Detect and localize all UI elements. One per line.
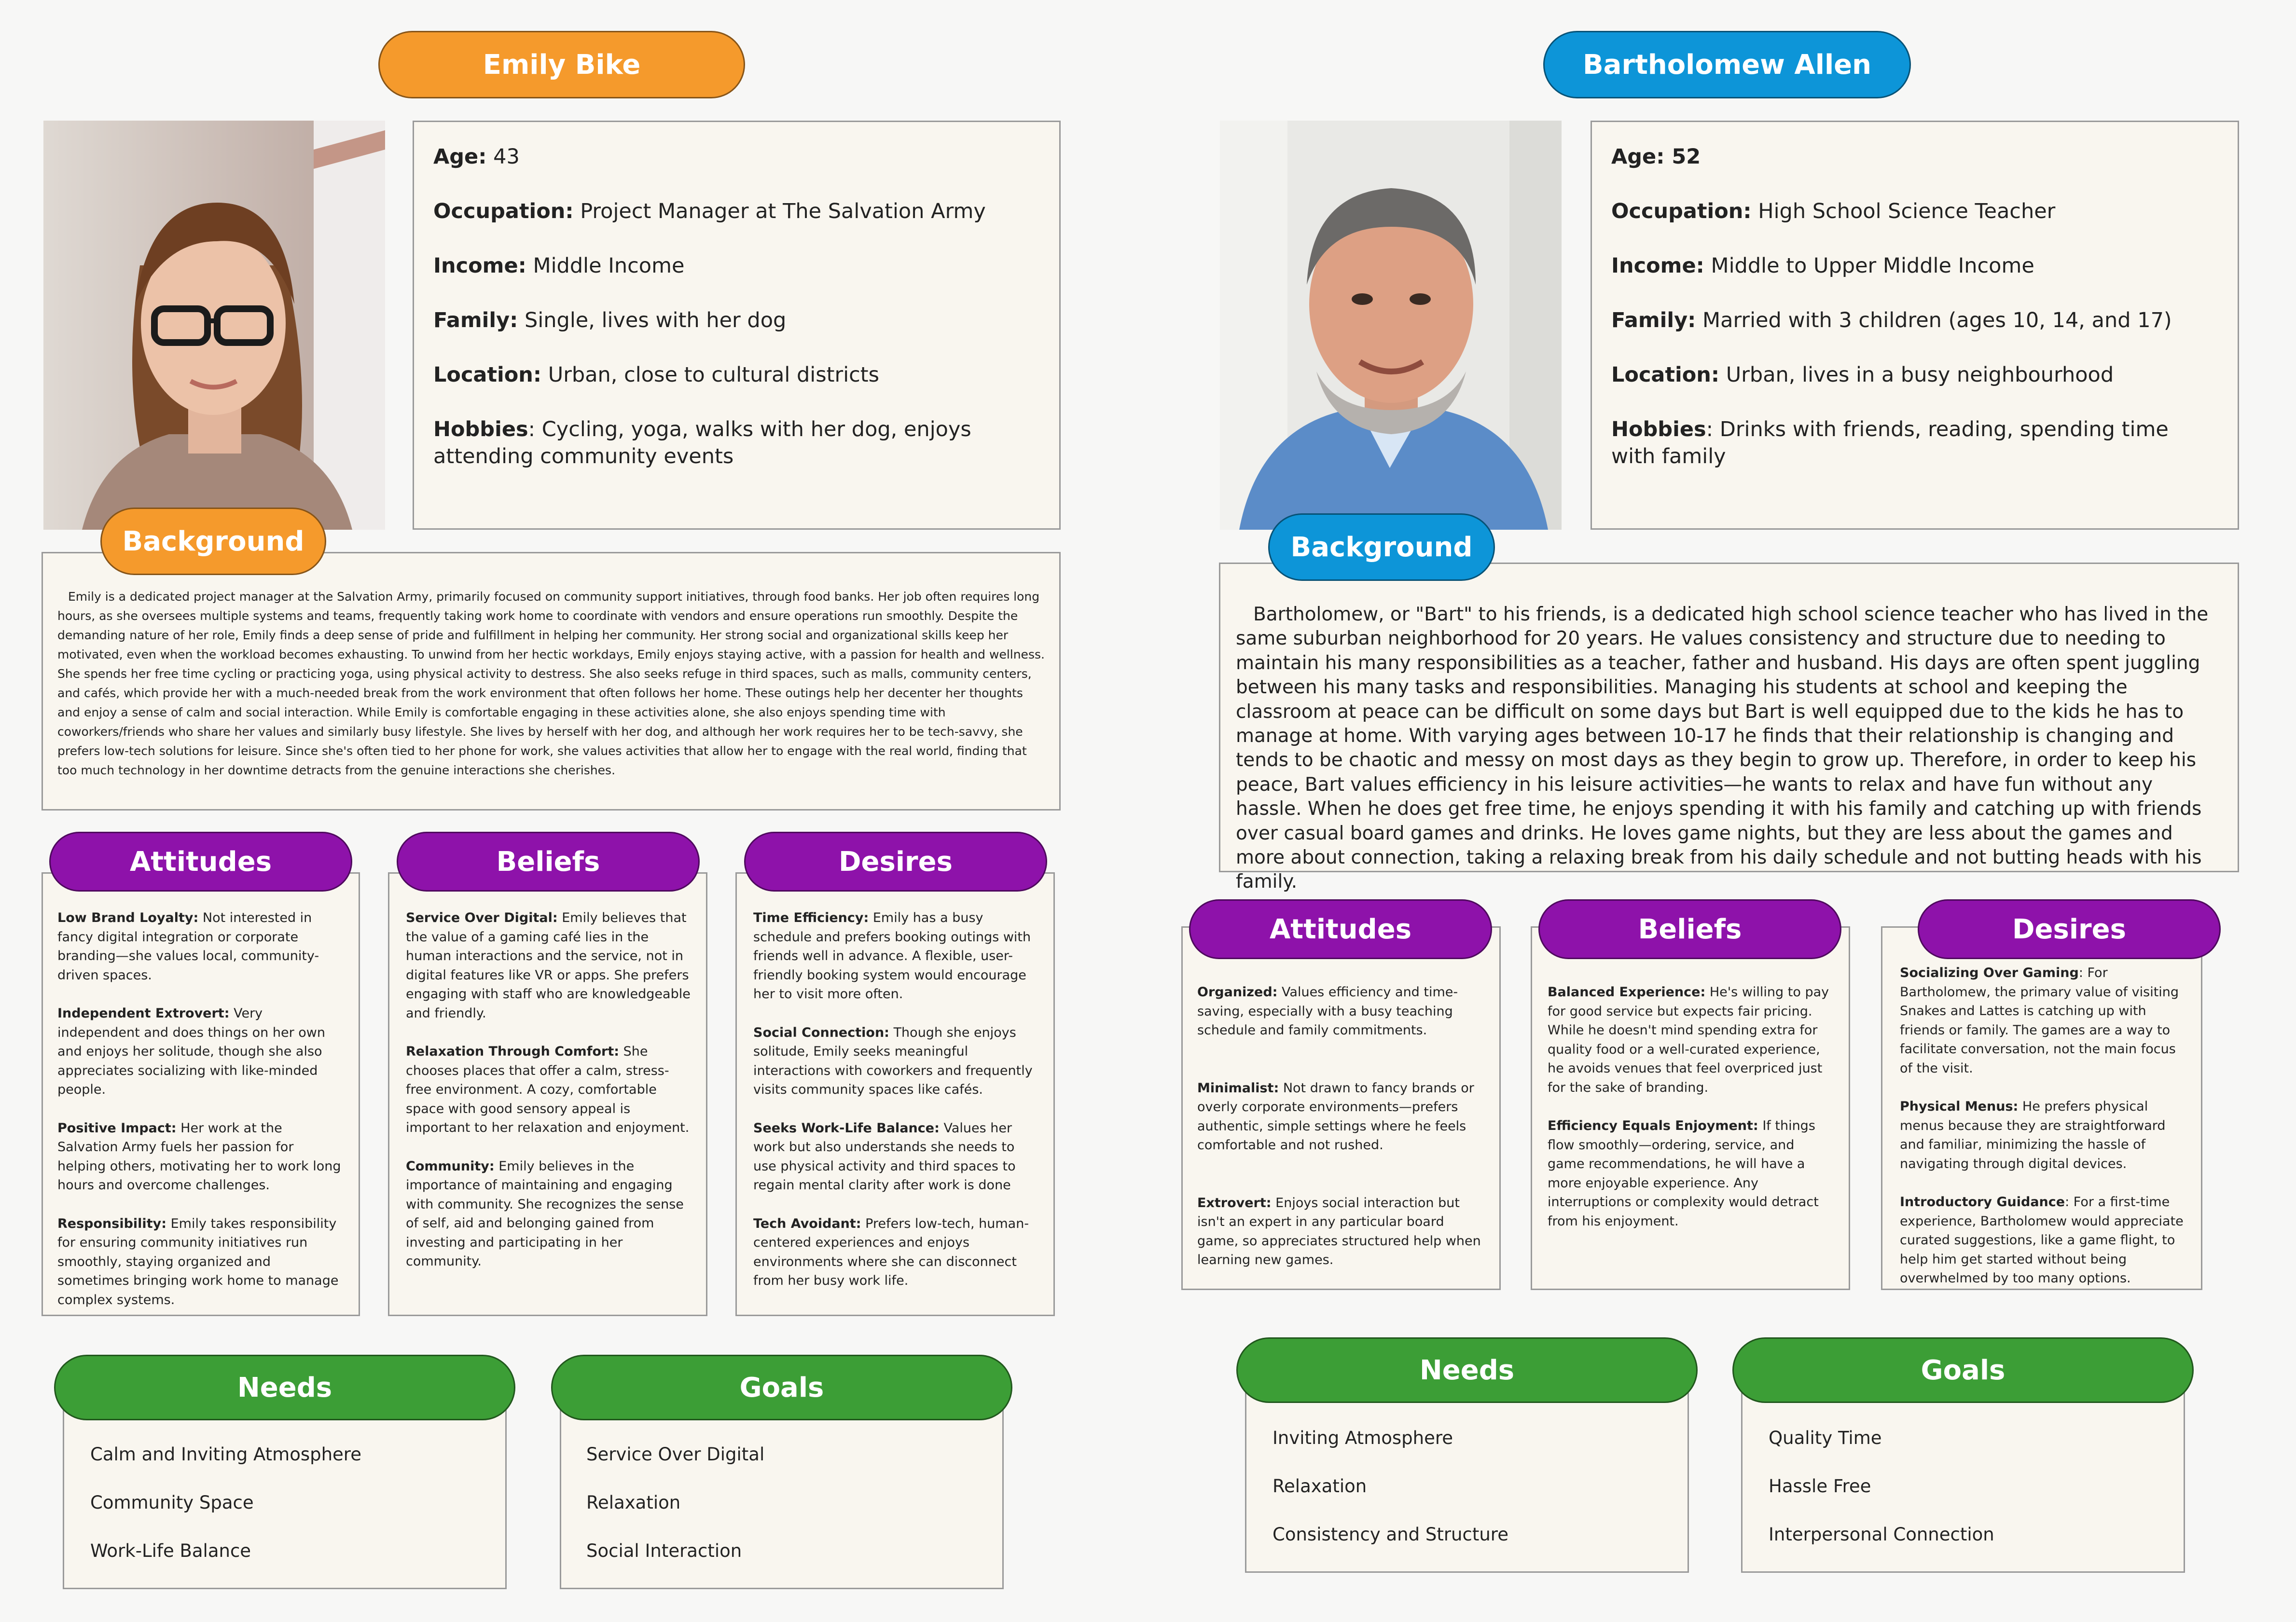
info-location: Location: Urban, close to cultural districts (433, 363, 880, 387)
list-item: Service Over Digital: Emily believes that the value of a gaming café lies in the human interactions and the service, not in digital features like VR or apps. She prefers engaging with staff who are knowledgeable and friendly. (406, 910, 691, 1021)
info-income: Income: Middle Income (433, 254, 685, 278)
emily-beliefs-title: Beliefs (397, 832, 700, 892)
bartholomew-needs-title: Needs (1236, 1337, 1698, 1403)
info-hobbies: Hobbies: Drinks with friends, reading, spending time with family (1611, 417, 2169, 468)
bartholomew-portrait-image (1220, 121, 1562, 530)
list-item: Service Over Digital (586, 1444, 765, 1465)
bartholomew-goals-title: Goals (1732, 1337, 2194, 1403)
bartholomew-background-card (1219, 563, 2239, 893)
list-item: Responsibility: Emily takes responsibility for ensuring community initiatives run smoothly, staying organized and sometimes bringing work home to manage complex systems. (57, 1216, 339, 1307)
info-age: Age: 43 (433, 145, 520, 169)
list-item: Balanced Experience: He's willing to pay for good service but expects fair pricing. While he doesn't mind spending extra for quality food or a well-curated experience, he avoids venues that feel overpriced just for the sake of branding. (1548, 985, 1829, 1095)
bartholomew-attitudes-title: Attitudes (1189, 899, 1492, 959)
emily-attitudes-card (41, 872, 360, 1316)
list-item: Work-Life Balance (90, 1540, 251, 1561)
bartholomew-beliefs-title: Beliefs (1538, 899, 1841, 959)
info-income: Income: Middle to Upper Middle Income (1611, 254, 2034, 278)
info-hobbies: Hobbies: Cycling, yoga, walks with her dog, enjoys attending community events (433, 417, 971, 468)
info-age: Age: 52 (1611, 145, 1701, 169)
emily-background-card (41, 552, 1061, 811)
list-item: Community Space (90, 1492, 254, 1513)
list-item: Inviting Atmosphere (1272, 1428, 1453, 1448)
info-family: Family: Married with 3 children (ages 10, 14, and 17) (1611, 308, 2172, 332)
list-item: Calm and Inviting Atmosphere (90, 1444, 361, 1465)
emily-desires-card (735, 872, 1055, 1316)
bartholomew-background-text: Bartholomew, or "Bart" to his friends, is a dedicated high school science teacher who has lived in the same suburban neighborhood for 20 years. He values consistency and structure due to needing to maintain his many responsibilities as a teacher, father and husband. His days are often spent juggling between his many tasks and responsibilities. Managing his students at school and keeping the classroom at peace can be difficult on some days but Bart is well equipped due to the kids he has to manage at home. With varying ages between 10-17 he finds that their relationship is changing and tends to be chaotic and messy on most days as they begin to grow up. Therefore, in order to keep his peace, Bart values efficiency in his leisure activities—he wants to relax and have fun without any hassle. When he does get free time, he enjoys spending it with his family and catching up with friends over casual board games and drinks. He loves game nights, but they are less about the games and more about connection, taking a relaxing break from his daily schedule and not butting heads with his family. (1236, 604, 2209, 893)
info-family: Family: Single, lives with her dog (433, 308, 787, 332)
emily-background-text: Emily is a dedicated project manager at the Salvation Army, primarily focused on community support initiatives, through food banks. Her job often requires long hours, as she oversees multiple systems and teams, frequently taking work home to coordinate with vendors and ensure operations run smoothly. Despite the demanding nature of her role, Emily finds a deep sense of pride and fulfillment in helping her community. Her strong social and organizational skills keep her motivated, even when the workload becomes exhausting. To unwind from her hectic workdays, Emily enjoys staying active, with a passion for health and wellness. She spends her free time cycling or practicing yoga, using physical activity to destress. She also seeks refuge in third spaces, such as malls, community centers, and cafés, which provide her with a much-needed break from the work environment that often follows her home. These outings help her decenter her thoughts and enjoy a sense of calm and social interaction. While Emily is comfortable engaging in these activities alone, she also enjoys spending time with coworkers/friends who share her values and similarly busy lifestyle. She lives by herself with her dog, and although her work requires her to be tech-savvy, she prefers low-tech solutions for leisure. Since she's often tied to her phone for work, she values activities that allow her to engage with the real world, finding that too much technology in her downtime detracts from the genuine interactions she cherishes. (57, 590, 1045, 777)
list-item: Hassle Free (1769, 1476, 1871, 1497)
list-item: Physical Menus: He prefers physical menus because they are straightforward and familiar, minimizing the hassle of navigating through digital devices. (1900, 1099, 2166, 1171)
list-item: Positive Impact: Her work at the Salvation Army fuels her passion for helping others, motivating her to work long hours and overcome challenges. (57, 1120, 341, 1193)
emily-portrait-image (43, 121, 385, 530)
bartholomew-desires-title: Desires (1918, 899, 2221, 959)
bartholomew-needs-card (1245, 1373, 1689, 1573)
list-item: Independent Extrovert: Very independent and does things on her own and enjoys her solitude, though she also appreciates socializing with like-minded people. (57, 1006, 325, 1097)
list-item: Social Connection: Though she enjoys solitude, Emily seeks meaningful interactions with coworkers and frequently visits community spaces like cafés. (753, 1025, 1033, 1097)
bartholomew-beliefs-card (1531, 926, 1850, 1290)
list-item: Time Efficiency: Emily has a busy schedule and prefers booking outings with friends well in advance. A flexible, user-friendly booking system would encourage her to visit more often. (753, 910, 1031, 1002)
list-item: Extrovert: Enjoys social interaction but isn't an expert in any particular board game, so appreciates structured help when learning new games. (1197, 1195, 1481, 1267)
bartholomew-info-card (1591, 121, 2239, 530)
info-occupation: Occupation: High School Science Teacher (1611, 199, 2056, 223)
bartholomew-attitudes-card (1181, 926, 1501, 1290)
list-item: Relaxation Through Comfort: She chooses places that offer a calm, stress-free environment. A cozy, comfortable space with good sensory appeal is important to her relaxation and enjoyment. (406, 1044, 690, 1135)
emily-desires-title: Desires (744, 832, 1047, 892)
bartholomew-desires-card (1881, 926, 2202, 1290)
persona-name-emily: Emily Bike (378, 31, 745, 98)
list-item: Relaxation (586, 1492, 681, 1513)
emily-info-card (413, 121, 1061, 530)
list-item: Relaxation (1272, 1476, 1367, 1497)
emily-beliefs-card (388, 872, 707, 1316)
emily-photo (43, 121, 385, 530)
bartholomew-photo (1220, 121, 1562, 530)
info-occupation: Occupation: Project Manager at The Salvation Army (433, 199, 986, 223)
emily-goals-title: Goals (551, 1355, 1012, 1420)
emily-attitudes-title: Attitudes (49, 832, 352, 892)
list-item: Seeks Work-Life Balance: Values her work but also understands she needs to use physical activity and third spaces to regain mental clarity after work is done (753, 1120, 1016, 1193)
list-item: Minimalist: Not drawn to fancy brands or overly corporate environments—prefers authentic, simple settings where he feels comfortable and not rushed. (1197, 1080, 1474, 1153)
attitudes-list (57, 908, 344, 1309)
list-item: Community: Emily believes in the importance of maintaining and engaging with community. She recognizes the sense of self, aid and belonging gained from investing and participating in her community. (406, 1158, 684, 1269)
list-item: Introductory Guidance: For a first-time experience, Bartholomew would appreciate curated suggestions, like a game flight, to help him get started without being overwhelmed by too many options. (1900, 1195, 2184, 1286)
list-item: Tech Avoidant: Prefers low-tech, human-centered experiences and enjoys environments where she can disconnect from her busy work life. (753, 1216, 1029, 1288)
list-item: Consistency and Structure (1272, 1524, 1508, 1545)
emily-needs-title: Needs (54, 1355, 515, 1420)
list-item: Low Brand Loyalty: Not interested in fancy digital integration or corporate branding—she values local, community-driven spaces. (57, 910, 319, 983)
persona-name-bartholomew: Bartholomew Allen (1543, 31, 1911, 98)
list-item: Organized: Values efficiency and time-saving, especially with a busy teaching schedule and family commitments. (1197, 985, 1458, 1038)
list-item: Quality Time (1769, 1428, 1882, 1448)
emily-background-title: Background (100, 508, 326, 575)
list-item: Socializing Over Gaming: For Bartholomew, the primary value of visiting Snakes and Lattes is catching up with friends or family. The games are a way to facilitate conversation, not the main focus of the visit. (1900, 965, 2179, 1076)
list-item: Social Interaction (586, 1540, 742, 1561)
list-item: Efficiency Equals Enjoyment: If things flow smoothly—ordering, service, and game recommendations, he will have a more enjoyable experience. Any interruptions or complexity would detract from his enjoyment. (1548, 1118, 1819, 1229)
info-location: Location: Urban, lives in a busy neighbourhood (1611, 363, 2114, 387)
list-item: Interpersonal Connection (1769, 1524, 1994, 1545)
bartholomew-background-title: Background (1268, 513, 1495, 581)
bartholomew-goals-card (1741, 1373, 2185, 1573)
